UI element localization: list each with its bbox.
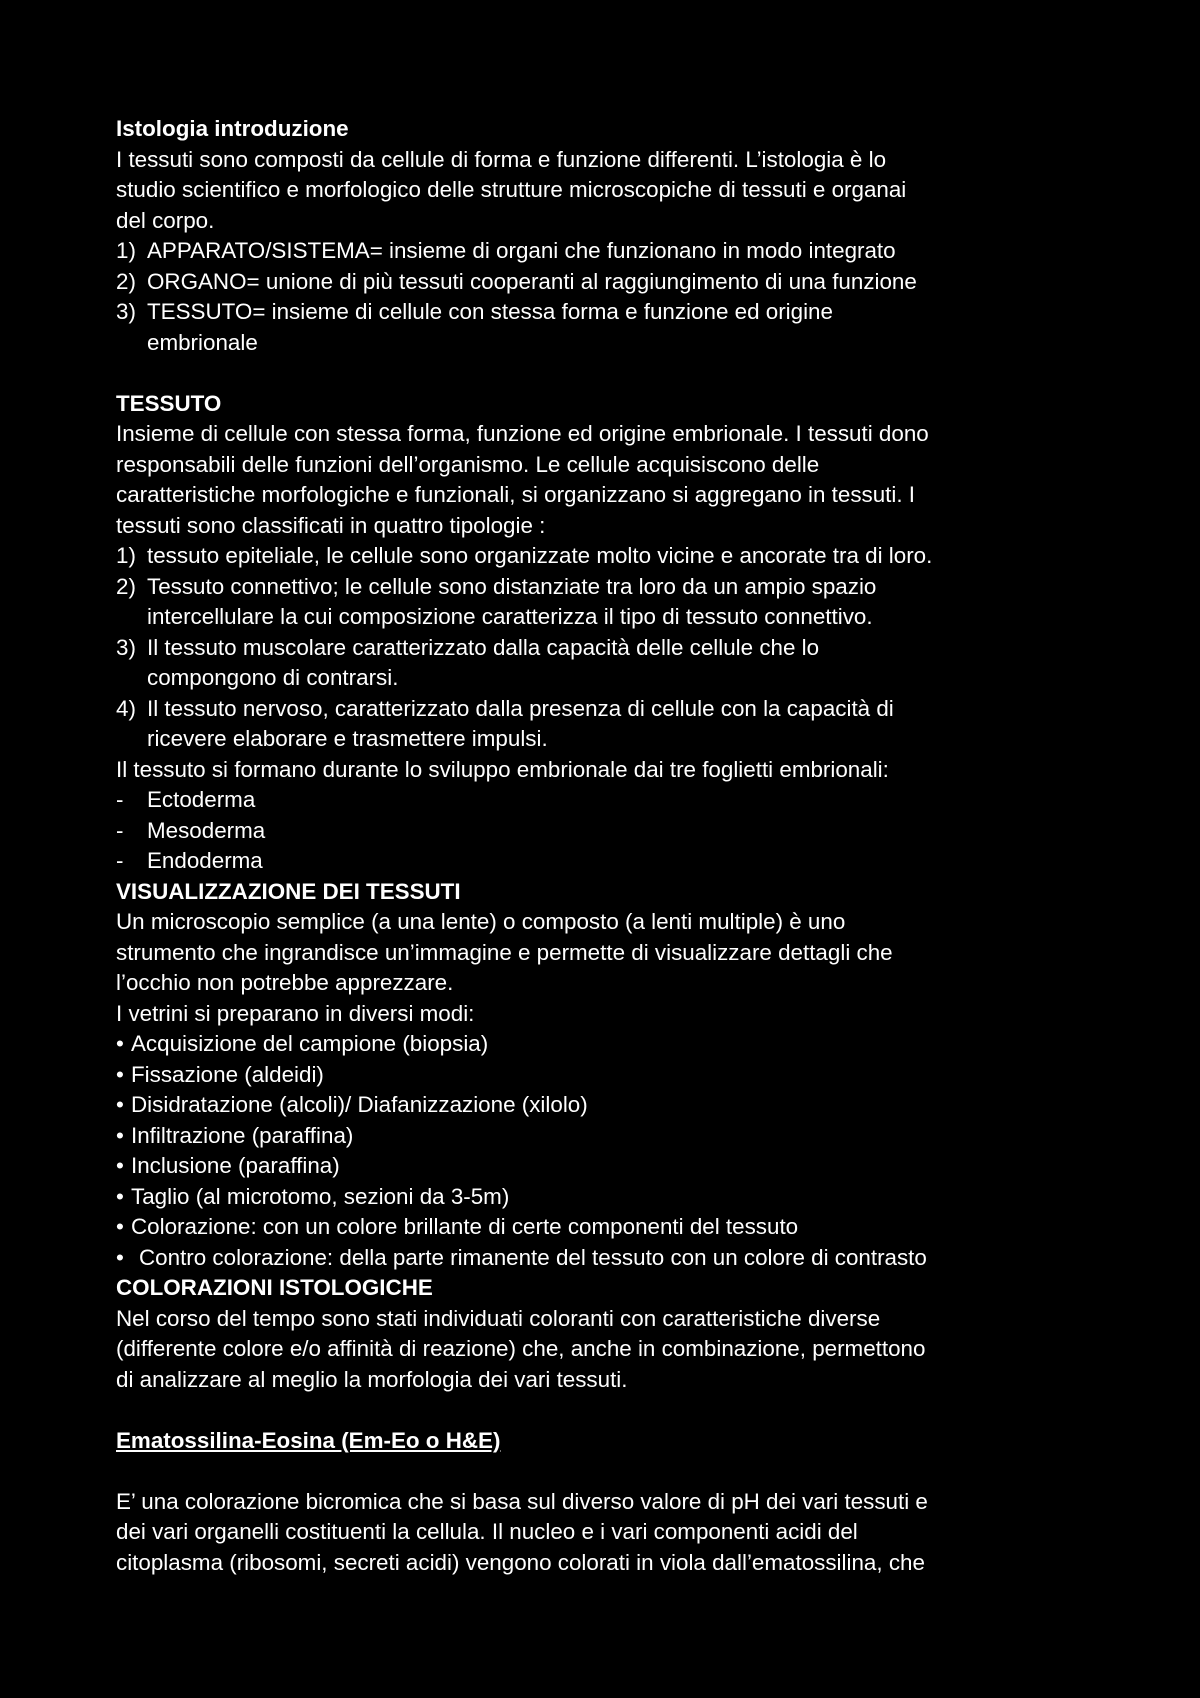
ematossilina-paragraph-line: E’ una colorazione bicromica che si basa sul diverso valore di pH dei vari tessuti e — [116, 1488, 928, 1514]
list-item-text: Il tessuto nervoso, caratterizzato dalla presenza di cellule con la capacità di — [147, 695, 894, 721]
list-number: 3) — [116, 299, 136, 324]
bullet-item-text: Acquisizione del campione (biopsia) — [131, 1031, 489, 1056]
document-page — [116, 114, 1096, 1578]
dash-list-item — [116, 785, 1096, 816]
list-number: 3) — [116, 634, 136, 660]
list-item-text: Tessuto connettivo; le cellule sono distanziate tra loro da un ampio spazio — [147, 573, 877, 599]
colorazioni-paragraph-line: di analizzare al meglio la morfologia dei vari tessuti. — [116, 1366, 628, 1392]
colorazioni-paragraph-line: (differente colore e/o affinità di reazione) che, anche in combinazione, permettono — [116, 1336, 926, 1361]
intro-list-item — [116, 236, 1096, 267]
bullet-item-text: Contro colorazione: della parte rimanente del tessuto con un colore di contrasto — [139, 1244, 927, 1270]
spacer — [116, 1456, 1096, 1487]
tessuto-list-item — [116, 694, 1096, 755]
bullet-item-text: Colorazione: con un colore brillante di certe componenti del tessuto — [131, 1214, 799, 1239]
bullet-list-item — [116, 1243, 1096, 1274]
list-number: 2) — [116, 573, 136, 599]
dash-item-text: Mesoderma — [147, 817, 266, 843]
ematossilina-paragraph-line: citoplasma (ribosomi, secreti acidi) vengono colorati in viola dall’ematossilina, che — [116, 1549, 925, 1575]
section-title-visualizzazione: VISUALIZZAZIONE DEI TESSUTI — [116, 878, 461, 904]
bullet-item-text: Inclusione (paraffina) — [131, 1153, 340, 1178]
tessuto-list-item — [116, 633, 1096, 694]
dash-mark: - — [116, 817, 124, 843]
colorazioni-paragraph-line: Nel corso del tempo sono stati individuati coloranti con caratteristiche diverse — [116, 1305, 881, 1331]
list-item-text: ORGANO= unione di più tessuti cooperanti al raggiungimento di una funzione — [147, 268, 917, 294]
visualizzazione-paragraph-line: Un microscopio semplice (a una lente) o composto (a lenti multiple) è uno — [116, 909, 846, 934]
bullet-mark: • — [116, 1031, 124, 1056]
list-item-text: ricevere elaborare e trasmettere impulsi. — [147, 726, 548, 751]
section-tessuto — [116, 389, 1096, 877]
list-item-text: intercellulare la cui composizione caratterizza il tipo di tessuto connettivo. — [147, 604, 873, 629]
dash-list-item — [116, 816, 1096, 847]
section-title-tessuto: TESSUTO — [116, 390, 222, 416]
dash-mark: - — [116, 848, 124, 873]
bullet-item-text: Disidratazione (alcoli)/ Diafanizzazione (xilolo) — [131, 1092, 588, 1117]
bullet-mark: • — [116, 1183, 124, 1209]
spacer — [116, 1395, 1096, 1426]
list-number: 1) — [116, 238, 136, 263]
bullet-mark: • — [116, 1061, 124, 1087]
bullet-item-text: Fissazione (aldeidi) — [131, 1061, 324, 1087]
section-title-intro: Istologia introduzione — [116, 116, 349, 141]
tessuto-paragraph-line: responsabili delle funzioni dell’organismo. Le cellule acquisiscono delle — [116, 451, 820, 477]
section-colorazioni — [116, 1273, 1096, 1395]
bullet-mark: • — [116, 1244, 124, 1270]
bullet-list-item — [116, 1090, 1096, 1121]
intro-list-item — [116, 267, 1096, 298]
tessuto-paragraph-line: Insieme di cellule con stessa forma, funzione ed origine embrionale. I tessuti dono — [116, 421, 929, 446]
section-title-ematossilina: Ematossilina-Eosina (Em-Eo o H&E) — [116, 1427, 501, 1453]
intro-paragraph-line: del corpo. — [116, 207, 215, 233]
list-number: 1) — [116, 543, 136, 568]
bullet-mark: • — [116, 1092, 124, 1117]
intro-paragraph-line: I tessuti sono composti da cellule di forma e funzione differenti. L’istologia è lo — [116, 146, 887, 172]
ematossilina-paragraph-line: dei vari organelli costituenti la cellula. Il nucleo e i vari componenti acidi del — [116, 1519, 858, 1544]
intro-paragraph-line: studio scientifico e morfologico delle strutture microscopiche di tessuti e organai — [116, 177, 907, 202]
visualizzazione-paragraph-line: I vetrini si preparano in diversi modi: — [116, 1000, 475, 1026]
spacer — [116, 358, 1096, 389]
bullet-list-item — [116, 1060, 1096, 1091]
bullet-mark: • — [116, 1214, 124, 1239]
list-item-text: compongono di contrarsi. — [147, 665, 399, 690]
section-title-colorazioni: COLORAZIONI ISTOLOGICHE — [116, 1275, 433, 1300]
intro-list-item — [116, 297, 1096, 358]
bullet-list-item — [116, 1151, 1096, 1182]
section-ematossilina — [116, 1426, 1096, 1579]
dash-item-text: Ectoderma — [147, 787, 256, 812]
bullet-mark: • — [116, 1122, 124, 1148]
section-intro — [116, 114, 1096, 358]
bullet-list-item — [116, 1182, 1096, 1213]
list-item-text: embrionale — [147, 329, 258, 355]
tessuto-list-item — [116, 572, 1096, 633]
tessuto-paragraph-line: tessuti sono classificati in quattro tipologie : — [116, 512, 546, 538]
list-item-text: APPARATO/SISTEMA= insieme di organi che funzionano in modo integrato — [147, 238, 896, 263]
section-visualizzazione — [116, 877, 1096, 1274]
tessuto-paragraph-line: caratteristiche morfologiche e funzionali, si organizzano si aggregano in tessuti. I — [116, 482, 916, 507]
tessuto-after-line: Il tessuto si formano durante lo sviluppo embrionale dai tre foglietti embrionali: — [116, 756, 889, 782]
bullet-list-item — [116, 1212, 1096, 1243]
bullet-item-text: Taglio (al microtomo, sezioni da 3-5m) — [131, 1183, 510, 1209]
visualizzazione-paragraph-line: strumento che ingrandisce un’immagine e permette di visualizzare dettagli che — [116, 939, 893, 965]
list-number: 2) — [116, 268, 136, 294]
bullet-item-text: Infiltrazione (paraffina) — [131, 1122, 354, 1148]
bullet-list-item — [116, 1029, 1096, 1060]
dash-item-text: Endoderma — [147, 848, 263, 873]
tessuto-list-item — [116, 541, 1096, 572]
list-item-text: Il tessuto muscolare caratterizzato dalla capacità delle cellule che lo — [147, 634, 820, 660]
list-number: 4) — [116, 695, 136, 721]
list-item-text: tessuto epiteliale, le cellule sono organizzate molto vicine e ancorate tra di loro. — [147, 543, 933, 568]
visualizzazione-paragraph-line: l’occhio non potrebbe apprezzare. — [116, 970, 454, 995]
bullet-mark: • — [116, 1153, 124, 1178]
list-item-text: TESSUTO= insieme di cellule con stessa forma e funzione ed origine — [147, 299, 833, 324]
dash-mark: - — [116, 787, 124, 812]
dash-list-item — [116, 846, 1096, 877]
bullet-list-item — [116, 1121, 1096, 1152]
